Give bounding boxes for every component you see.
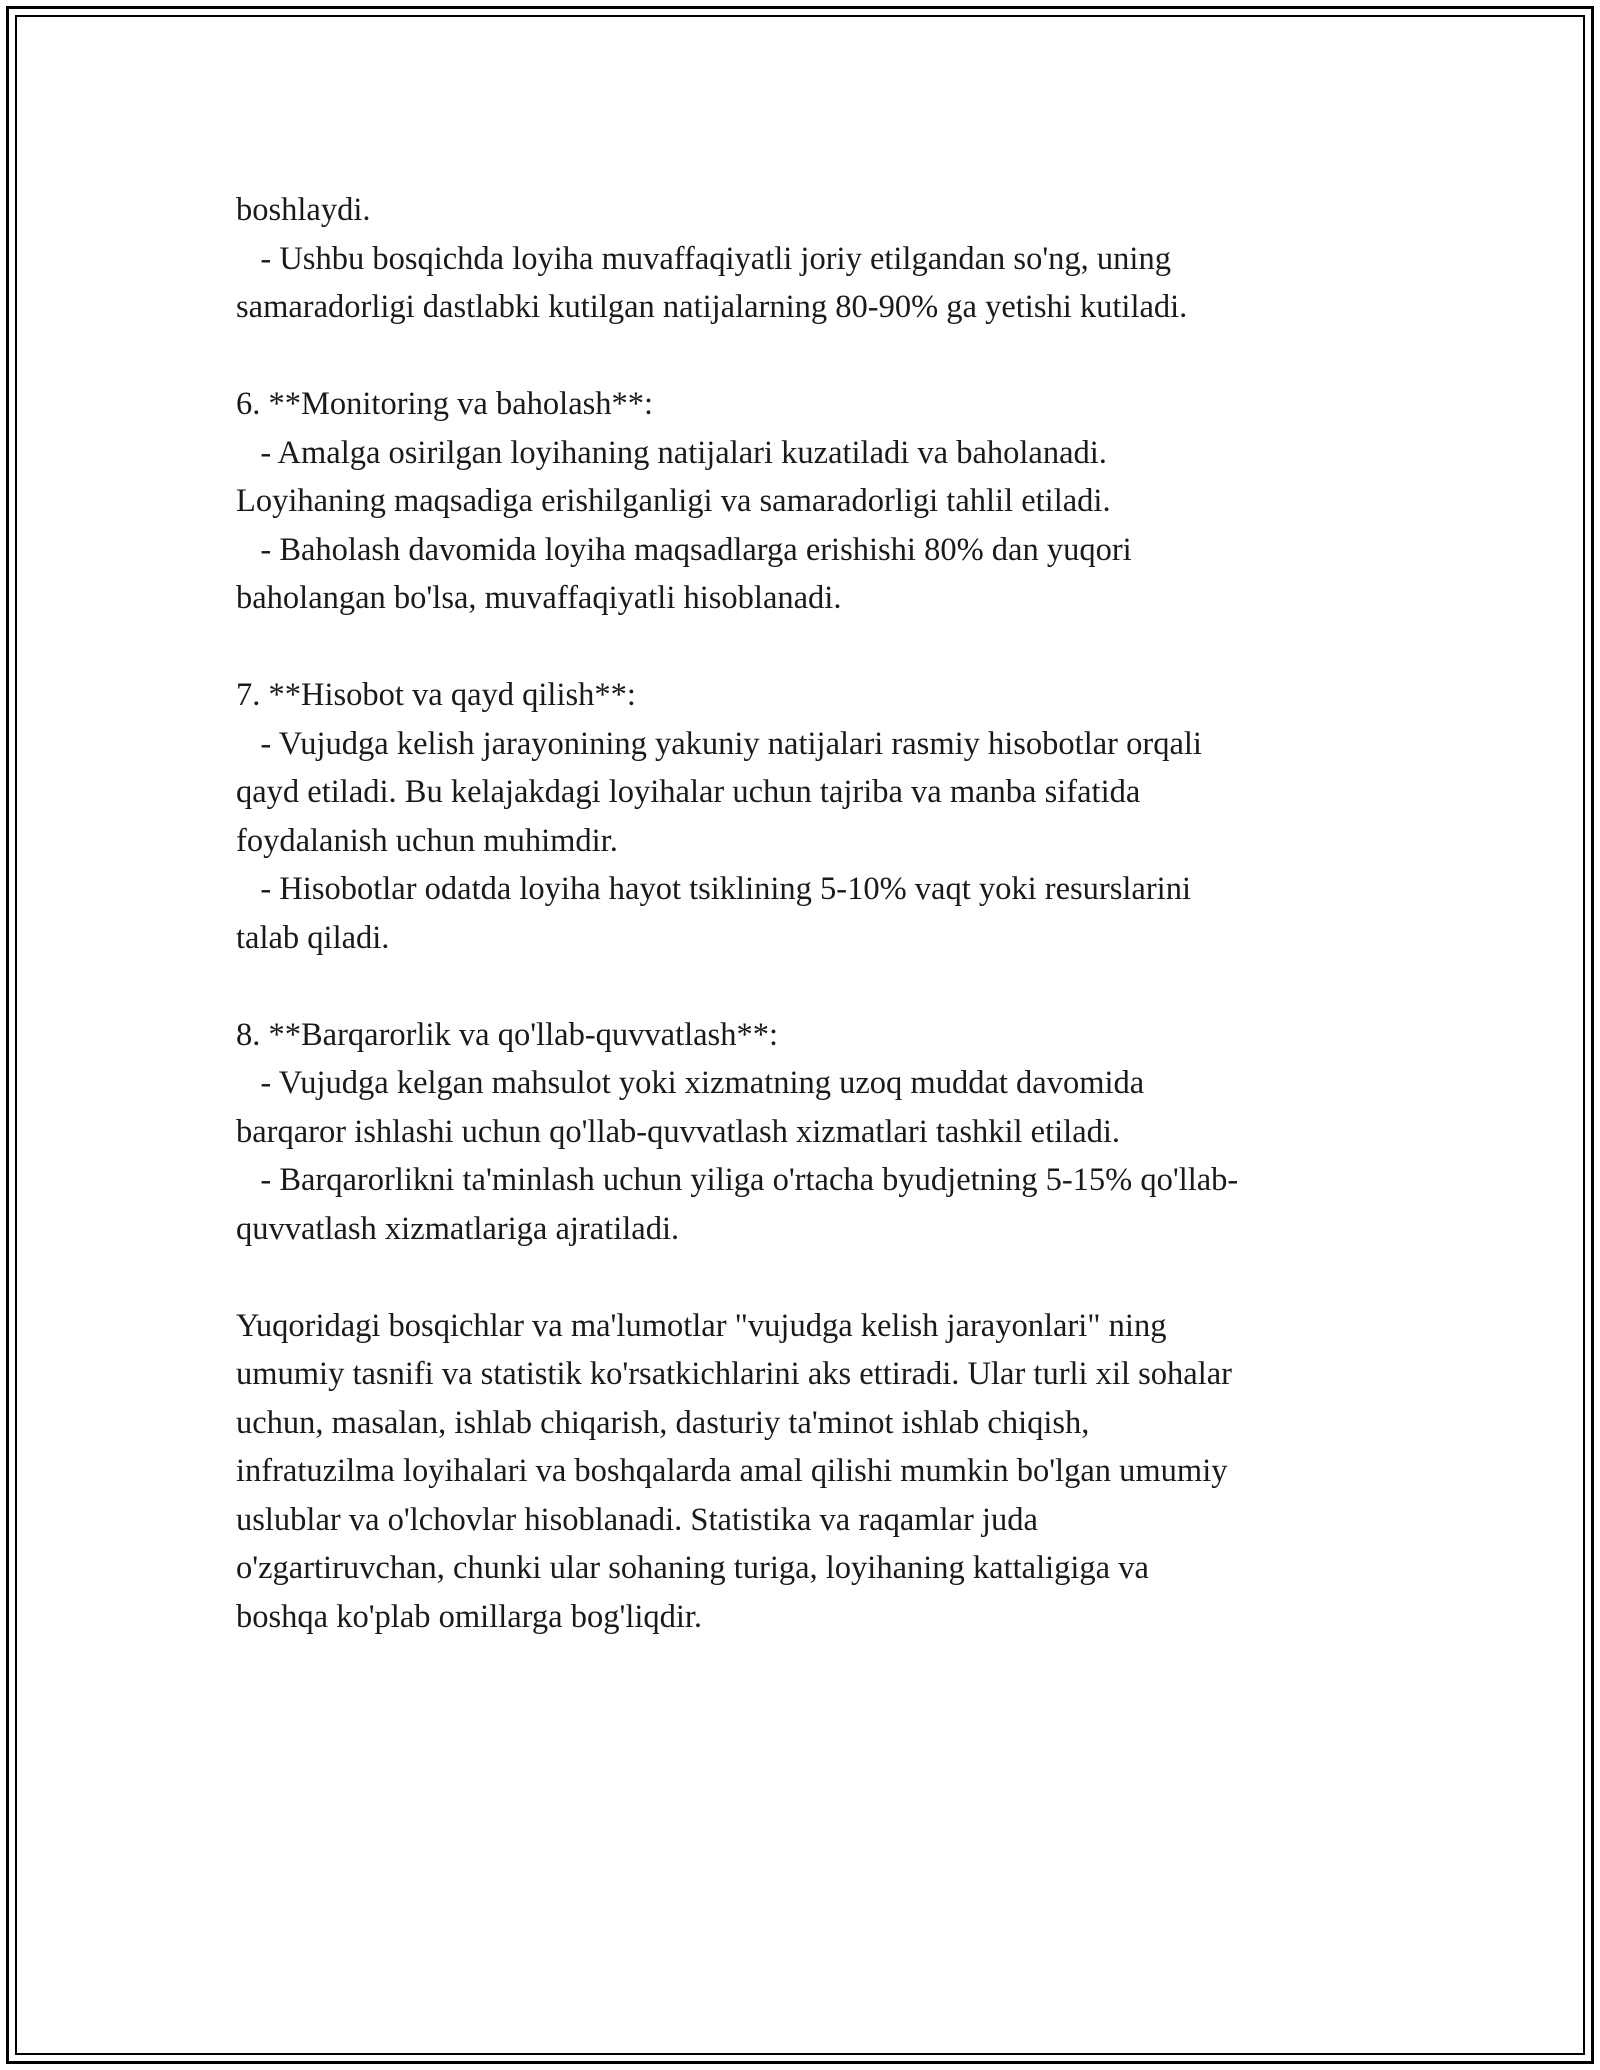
text-line: - Baholash davomida loyiha maqsadlarga erishishi 80% dan yuqori xyxy=(236,531,1132,568)
section-heading: 6. **Monitoring va baholash**: xyxy=(236,386,654,422)
text-line: talab qiladi. xyxy=(236,919,390,956)
blank-line xyxy=(236,1253,1416,1302)
text-line: boshlaydi. xyxy=(236,192,371,228)
blank-line xyxy=(236,623,1416,672)
text-line: baholangan bo'lsa, muvaffaqiyatli hisoblanadi. xyxy=(236,580,842,616)
text-line: - Amalga osirilgan loyihaning natijalari kuzatiladi va baholanadi. xyxy=(236,434,1107,471)
text-line: uslublar va o'lchovlar hisoblanadi. Statistika va raqamlar juda xyxy=(236,1501,1038,1538)
text-line: boshqa ko'plab omillarga bog'liqdir. xyxy=(236,1598,703,1635)
blank-line xyxy=(236,962,1416,1011)
text-line: Yuqoridagi bosqichlar va ma'lumotlar "vujudga kelish jarayonlari" ning xyxy=(236,1307,1167,1344)
text-line: uchun, masalan, ishlab chiqarish, dasturiy ta'minot ishlab chiqish, xyxy=(236,1404,1090,1441)
text-line: umumiy tasnifi va statistik ko'rsatkichlarini aks ettiradi. Ular turli xil sohalar xyxy=(236,1356,1232,1392)
section-heading: 7. **Hisobot va qayd qilish**: xyxy=(236,677,636,713)
section-heading: 8. **Barqarorlik va qo'llab-quvvatlash**: xyxy=(236,1016,778,1053)
text-line: barqaror ishlashi uchun qo'llab-quvvatlash xizmatlari tashkil etiladi. xyxy=(236,1113,1121,1150)
text-line: - Vujudga kelgan mahsulot yoki xizmatning uzoq muddat davomida xyxy=(236,1065,1145,1101)
text-line: - Vujudga kelish jarayonining yakuniy natijalari rasmiy hisobotlar orqali xyxy=(236,725,1202,762)
text-line: qayd etiladi. Bu kelajakdagi loyihalar uchun tajriba va manba sifatida xyxy=(236,774,1141,810)
document-body xyxy=(236,186,1416,1641)
text-line: quvvatlash xizmatlariga ajratiladi. xyxy=(236,1210,680,1247)
text-line: infratuzilma loyihalari va boshqalarda amal qilishi mumkin bo'lgan umumiy xyxy=(236,1453,1228,1489)
text-line: samaradorligi dastlabki kutilgan natijalarning 80-90% ga yetishi kutiladi. xyxy=(236,289,1188,325)
text-line: foydalanish uchun muhimdir. xyxy=(236,822,618,859)
text-line: o'zgartiruvchan, chunki ular sohaning turiga, loyihaning kattaligiga va xyxy=(236,1550,1149,1586)
text-line: - Hisobotlar odatda loyiha hayot tsiklining 5-10% vaqt yoki resurslarini xyxy=(236,871,1191,907)
text-line: - Ushbu bosqichda loyiha muvaffaqiyatli joriy etilgandan so'ng, uning xyxy=(236,240,1171,277)
text-line: Loyihaning maqsadiga erishilganligi va samaradorligi tahlil etiladi. xyxy=(236,483,1111,519)
text-line: - Barqarorlikni ta'minlash uchun yiliga o'rtacha byudjetning 5-15% qo'llab- xyxy=(236,1162,1239,1198)
blank-line xyxy=(236,332,1416,381)
